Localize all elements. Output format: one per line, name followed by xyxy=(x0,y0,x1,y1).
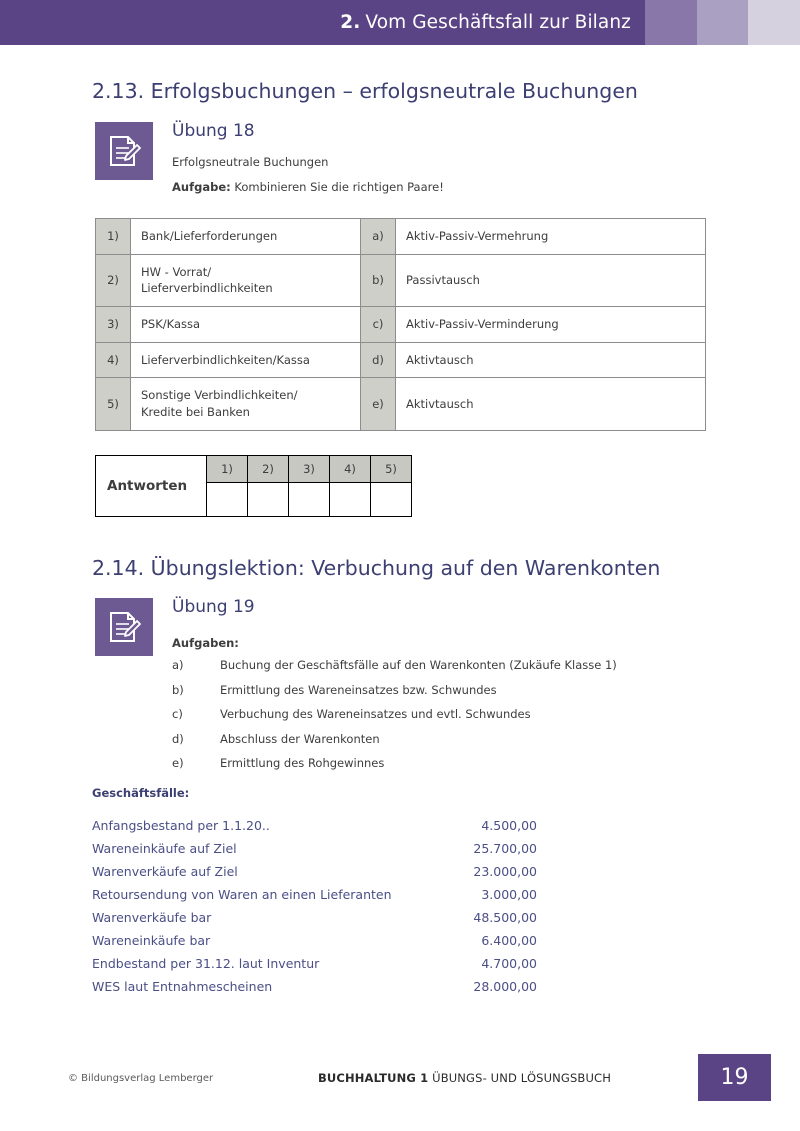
transaction-amount: 48.500,00 xyxy=(473,910,537,925)
transaction-row xyxy=(92,864,537,882)
header-purple-band xyxy=(0,0,645,45)
pair-right-5: Aktivtausch xyxy=(396,378,706,430)
pair-left-4: Lieferverbindlichkeiten/Kassa xyxy=(131,342,361,378)
transaction-row xyxy=(92,979,537,997)
footer-book-bold: BUCHHALTUNG 1 xyxy=(318,1071,429,1085)
transaction-row xyxy=(92,818,537,836)
transaction-label: Endbestand per 31.12. laut Inventur xyxy=(92,956,320,971)
pair-letter-1: a) xyxy=(361,219,396,255)
document-pencil-icon-2 xyxy=(95,598,153,656)
exercise-task-text-18: Kombinieren Sie die richtigen Paare! xyxy=(230,180,444,194)
answer-cell-2[interactable] xyxy=(248,483,289,517)
exercise-subtitle-18: Erfolgsneutrale Buchungen xyxy=(172,155,329,169)
pair-number-5: 5) xyxy=(96,378,131,430)
pair-number-3: 3) xyxy=(96,307,131,343)
pair-letter-4: d) xyxy=(361,342,396,378)
task-marker: a) xyxy=(172,658,184,672)
pair-left-1: Bank/Lieferforderungen xyxy=(131,219,361,255)
answers-header-row xyxy=(96,456,412,483)
answer-header-5: 5) xyxy=(371,456,412,483)
table-row xyxy=(96,254,706,306)
footer-copyright: © Bildungsverlag Lemberger xyxy=(68,1073,214,1084)
task-text: Abschluss der Warenkonten xyxy=(220,732,380,746)
transaction-row xyxy=(92,956,537,974)
transaction-label: WES laut Entnahmescheinen xyxy=(92,979,273,994)
answer-cell-1[interactable] xyxy=(207,483,248,517)
pairs-table-body xyxy=(96,219,706,431)
answers-table xyxy=(95,455,412,517)
task-marker: c) xyxy=(172,707,183,721)
transaction-row xyxy=(92,910,537,928)
task-item-a xyxy=(172,658,712,676)
transaction-row xyxy=(92,887,537,905)
pair-right-3: Aktiv-Passiv-Verminderung xyxy=(396,307,706,343)
section-heading-2-14: 2.14. Übungslektion: Verbuchung auf den Warenkonten xyxy=(92,556,661,580)
transaction-amount: 4.700,00 xyxy=(481,956,537,971)
task-marker: b) xyxy=(172,683,184,697)
task-item-d xyxy=(172,732,712,750)
footer-book-title xyxy=(318,1071,611,1085)
answer-cell-3[interactable] xyxy=(289,483,330,517)
table-row xyxy=(96,219,706,255)
pair-letter-5: e) xyxy=(361,378,396,430)
transaction-row xyxy=(92,933,537,951)
transaction-label: Anfangsbestand per 1.1.20.. xyxy=(92,818,270,833)
answer-cell-5[interactable] xyxy=(371,483,412,517)
task-item-c xyxy=(172,707,712,725)
section-heading-2-13: 2.13. Erfolgsbuchungen – erfolgsneutrale Buchungen xyxy=(92,79,638,103)
header-swatch-2 xyxy=(697,0,748,45)
transaction-amount: 23.000,00 xyxy=(473,864,537,879)
table-row xyxy=(96,307,706,343)
task-text: Verbuchung des Wareneinsatzes und evtl. Schwundes xyxy=(220,707,531,721)
pair-number-4: 4) xyxy=(96,342,131,378)
task-marker: e) xyxy=(172,756,184,770)
answer-header-2: 2) xyxy=(248,456,289,483)
task-item-e xyxy=(172,756,712,774)
task-text: Ermittlung des Wareneinsatzes bzw. Schwundes xyxy=(220,683,497,697)
transaction-amount: 3.000,00 xyxy=(481,887,537,902)
page-number-badge: 19 xyxy=(698,1054,771,1101)
document-pencil-icon xyxy=(95,122,153,180)
transaction-amount: 28.000,00 xyxy=(473,979,537,994)
header-swatch-3 xyxy=(748,0,800,45)
transaction-label: Retoursendung von Waren an einen Lieferanten xyxy=(92,887,392,902)
pair-left-2: HW - Vorrat/ Lieferverbindlichkeiten xyxy=(131,254,361,306)
footer-book-rest: ÜBUNGS- UND LÖSUNGSBUCH xyxy=(428,1071,612,1085)
pair-left-5: Sonstige Verbindlichkeiten/ Kredite bei Banken xyxy=(131,378,361,430)
task-text: Ermittlung des Rohgewinnes xyxy=(220,756,385,770)
pair-right-4: Aktivtausch xyxy=(396,342,706,378)
transaction-amount: 4.500,00 xyxy=(481,818,537,833)
answers-label: Antworten xyxy=(96,456,207,517)
chapter-number: 2. xyxy=(340,12,361,33)
pair-right-2: Passivtausch xyxy=(396,254,706,306)
transaction-label: Wareneinkäufe auf Ziel xyxy=(92,841,237,856)
task-text: Buchung der Geschäftsfälle auf den Warenkonten (Zukäufe Klasse 1) xyxy=(220,658,617,672)
exercise-subtitle-19: Aufgaben: xyxy=(172,636,239,650)
task-item-b xyxy=(172,683,712,701)
exercise-task-label-18: Aufgabe: xyxy=(172,180,231,194)
task-marker: d) xyxy=(172,732,184,746)
transaction-row xyxy=(92,841,537,859)
pair-number-2: 2) xyxy=(96,254,131,306)
pair-number-1: 1) xyxy=(96,219,131,255)
pair-letter-2: b) xyxy=(361,254,396,306)
answer-header-1: 1) xyxy=(207,456,248,483)
page-header-bar xyxy=(0,0,800,45)
transaction-amount: 6.400,00 xyxy=(481,933,537,948)
pair-right-1: Aktiv-Passiv-Vermehrung xyxy=(396,219,706,255)
transactions-heading: Geschäftsfälle: xyxy=(92,786,190,800)
pair-left-3: PSK/Kassa xyxy=(131,307,361,343)
pairs-matching-table xyxy=(95,218,706,431)
answer-cell-4[interactable] xyxy=(330,483,371,517)
transaction-label: Warenverkäufe bar xyxy=(92,910,212,925)
exercise-task-18 xyxy=(172,180,444,194)
transaction-label: Warenverkäufe auf Ziel xyxy=(92,864,238,879)
answer-header-4: 4) xyxy=(330,456,371,483)
transaction-amount: 25.700,00 xyxy=(473,841,537,856)
answer-header-3: 3) xyxy=(289,456,330,483)
header-swatch-1 xyxy=(645,0,697,45)
chapter-title: Vom Geschäftsfall zur Bilanz xyxy=(365,12,631,33)
transaction-label: Wareneinkäufe bar xyxy=(92,933,211,948)
table-row xyxy=(96,342,706,378)
chapter-heading xyxy=(340,0,631,45)
table-row xyxy=(96,378,706,430)
exercise-title-19: Übung 19 xyxy=(172,597,255,617)
pair-letter-3: c) xyxy=(361,307,396,343)
exercise-title-18: Übung 18 xyxy=(172,121,255,141)
